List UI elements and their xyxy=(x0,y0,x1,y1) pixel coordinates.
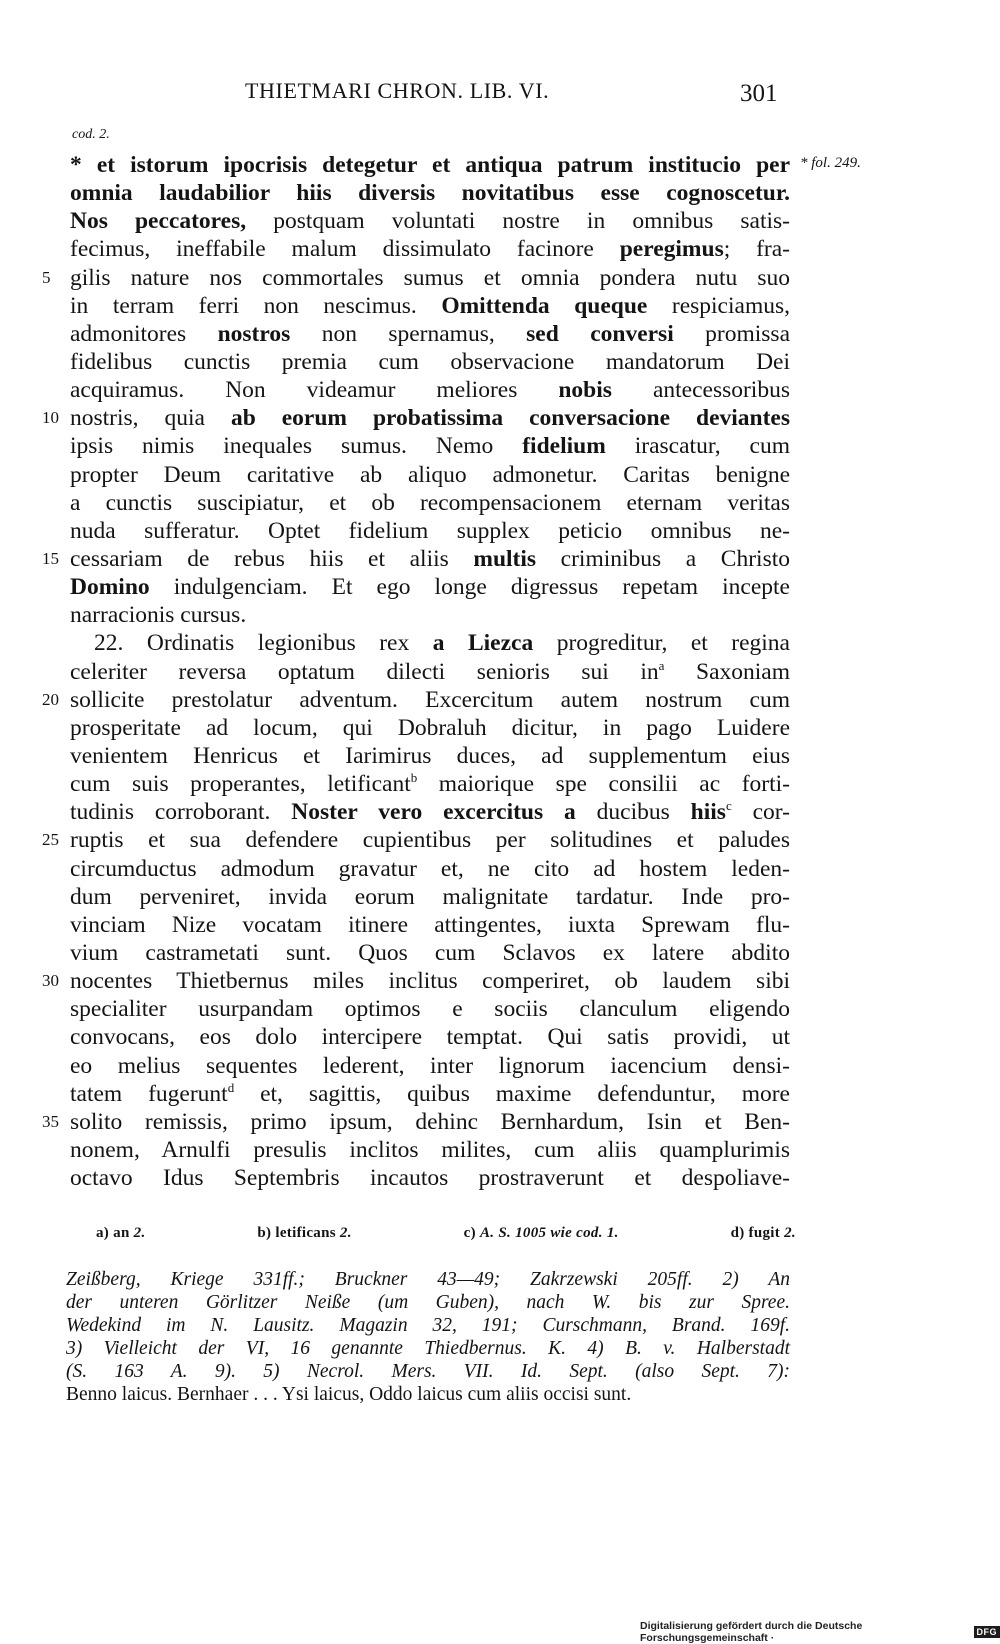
text-line xyxy=(70,1080,790,1108)
text-line xyxy=(70,1052,790,1080)
apparatus-note xyxy=(257,1225,351,1242)
text-segment: progreditur, et regina xyxy=(533,630,790,656)
text-segment: tatem fugerunt xyxy=(70,1081,228,1107)
text-segment: 22. Ordinatis legionibus rex xyxy=(94,630,433,656)
text-line xyxy=(70,292,790,320)
apparatus-source: 2. xyxy=(784,1225,796,1241)
text-segment: dum perveniret, invida eorum malignitate tardatur. Inde pro- xyxy=(70,884,790,910)
text-segment: cessariam de rebus hiis et aliis xyxy=(70,546,473,572)
running-title: THIETMARI CHRON. LIB. VI. xyxy=(245,78,549,104)
text-segment: postquam voluntati nostre in omnibus satis- xyxy=(246,208,790,234)
line-number: 30 xyxy=(42,967,66,995)
text-segment: Omittenda queque xyxy=(441,293,647,319)
text-segment: ruptis et sua defendere cupientibus per solitudines et paludes xyxy=(70,827,790,853)
text-segment: narracionis cursus. xyxy=(70,602,246,628)
text-segment: ipsis nimis inequales sumus. Nemo xyxy=(70,433,522,459)
text-segment: Noster vero excercitus a xyxy=(291,799,576,825)
commentary-notes xyxy=(66,1268,790,1406)
folio-margin-note: * fol. 249. xyxy=(800,155,861,172)
text-line xyxy=(70,911,790,939)
text-line xyxy=(70,939,790,967)
text-segment: propter Deum caritative ab aliquo admonetur. Caritas benigne xyxy=(70,462,790,488)
text-segment: Nos peccatores, xyxy=(70,208,246,234)
text-segment: solito remissis, primo ipsum, dehinc Bernhardum, Isin et Ben- xyxy=(70,1109,790,1135)
apparatus-note xyxy=(731,1225,796,1242)
text-line xyxy=(70,601,790,629)
main-text-block xyxy=(70,151,790,1192)
text-segment: fecimus, ineffabile malum dissimulato facinore xyxy=(70,236,620,262)
text-segment: non spernamus, xyxy=(290,321,526,347)
text-segment: indulgenciam. Et ego longe digressus repetam incepte xyxy=(150,574,790,600)
line-number: 35 xyxy=(42,1108,66,1136)
line-number: 25 xyxy=(42,826,66,854)
credit-text: Digitalisierung gefördert durch die Deutsche Forschungsgemeinschaft · xyxy=(640,1620,970,1644)
apparatus-note xyxy=(96,1225,146,1242)
text-line xyxy=(70,207,790,235)
text-line xyxy=(70,742,790,770)
text-line xyxy=(70,461,790,489)
text-line xyxy=(70,826,790,854)
text-segment: 3) Vielleicht der VI, 16 genannte Thiedbernus. K. 4) B. v. Halberstadt xyxy=(66,1338,790,1359)
text-segment: sed conversi xyxy=(526,321,674,347)
apparatus-source: 2. xyxy=(340,1225,352,1241)
text-segment: sollicite prestolatur adventum. Excercitum autem nostrum cum xyxy=(70,687,790,713)
text-line xyxy=(70,1136,790,1164)
footnote-marker: b xyxy=(411,770,418,785)
commentary-line xyxy=(66,1383,790,1406)
text-line xyxy=(70,264,790,292)
text-segment: venientem Henricus et Iarimirus duces, ad supplementum eius xyxy=(70,743,790,769)
text-segment: nobis xyxy=(558,377,612,403)
commentary-line xyxy=(66,1268,790,1291)
text-segment: ab eorum probatissima conversacione deviantes xyxy=(231,405,790,431)
text-segment: omnia laudabilior hiis diversis novitatibus esse cognoscetur. xyxy=(70,180,790,206)
text-segment: criminibus a Christo xyxy=(536,546,790,572)
apparatus-source: 2. xyxy=(134,1225,146,1241)
text-line xyxy=(70,235,790,263)
text-line xyxy=(70,686,790,714)
text-line xyxy=(70,967,790,995)
text-segment: octavo Idus Septembris incautos prostraverunt et despoliave- xyxy=(70,1165,790,1191)
text-segment: eo melius sequentes lederent, inter lignorum iacencium densi- xyxy=(70,1053,790,1079)
text-segment: cum suis properantes, letificant xyxy=(70,771,411,797)
text-segment: (S. 163 A. 9). 5) Necrol. Mers. VII. Id. Sept. (also Sept. 7): xyxy=(66,1361,790,1382)
text-segment: Wedekind im N. Lausitz. Magazin 32, 191; Curschmann, Brand. 169f. xyxy=(66,1315,790,1336)
commentary-line xyxy=(66,1314,790,1337)
text-segment: fidelibus cunctis premia cum observacione mandatorum Dei xyxy=(70,349,790,375)
commentary-line xyxy=(66,1291,790,1314)
text-line xyxy=(70,151,790,179)
text-line xyxy=(70,545,790,573)
text-segment: nostros xyxy=(218,321,291,347)
text-line xyxy=(70,489,790,517)
footnote-marker: d xyxy=(228,1080,235,1095)
text-segment: a cunctis suscipiatur, et ob recompensacionem eternam veritas xyxy=(70,490,790,516)
text-segment: nocentes Thietbernus miles inclitus comperiret, ob laudem sibi xyxy=(70,968,790,994)
critical-apparatus xyxy=(96,1225,796,1242)
text-segment: respiciamus, xyxy=(647,293,790,319)
text-segment: prosperitate ad locum, qui Dobraluh dicitur, in pago Luidere xyxy=(70,715,790,741)
commentary-line xyxy=(66,1360,790,1383)
text-line xyxy=(70,348,790,376)
codex-margin-note: cod. 2. xyxy=(72,127,110,143)
text-segment: admonitores xyxy=(70,321,218,347)
text-line xyxy=(70,995,790,1023)
text-segment: hiis xyxy=(691,799,726,825)
text-line xyxy=(70,770,790,798)
text-segment: ; fra- xyxy=(724,236,790,262)
text-line xyxy=(70,714,790,742)
text-line xyxy=(70,1164,790,1192)
text-segment: nuda sufferatur. Optet fidelium supplex peticio omnibus ne- xyxy=(70,518,790,544)
text-line xyxy=(70,658,790,686)
text-segment: Benno laicus. Bernhaer . . . Ysi laicus, Oddo laicus cum aliis occisi sunt. xyxy=(66,1384,631,1405)
text-segment: vium castrametati sunt. Quos cum Sclavos ex latere abdito xyxy=(70,940,790,966)
text-segment: Zeißberg, Kriege 331ff.; Bruckner 43—49; Zakrzewski 205ff. 2) An xyxy=(66,1269,790,1290)
text-line xyxy=(70,376,790,404)
text-segment: promissa xyxy=(674,321,790,347)
text-segment: irascatur, cum xyxy=(606,433,790,459)
text-line xyxy=(70,883,790,911)
text-line xyxy=(70,573,790,601)
footnote-marker: a xyxy=(659,658,665,673)
text-segment: der unteren Görlitzer Neiße (um Guben), nach W. bis zur Spree. xyxy=(66,1292,790,1313)
text-segment: Saxoniam xyxy=(664,659,790,685)
text-segment: ducibus xyxy=(576,799,691,825)
text-segment: maiorique spe consilii ac forti- xyxy=(417,771,790,797)
text-segment: peregimus xyxy=(620,236,724,262)
apparatus-label: a) an xyxy=(96,1225,134,1241)
commentary-line xyxy=(66,1337,790,1360)
text-segment: gilis nature nos commortales sumus et omnia pondera nutu suo xyxy=(70,265,790,291)
text-line xyxy=(70,1023,790,1051)
text-segment: tudinis corroborant. xyxy=(70,799,291,825)
apparatus-label: b) letificans xyxy=(257,1225,340,1241)
text-line xyxy=(70,798,790,826)
text-line xyxy=(70,404,790,432)
text-segment: multis xyxy=(473,546,536,572)
apparatus-label: d) fugit xyxy=(731,1225,785,1241)
text-segment: Domino xyxy=(70,574,150,600)
text-line xyxy=(70,320,790,348)
page-number: 301 xyxy=(740,80,778,108)
text-segment: nostris, quia xyxy=(70,405,231,431)
text-segment: circumductus admodum gravatur et, ne cito ad hostem leden- xyxy=(70,856,790,882)
text-line xyxy=(70,432,790,460)
text-line xyxy=(70,517,790,545)
text-line xyxy=(70,629,790,657)
line-number: 15 xyxy=(42,545,66,573)
text-segment: in terram ferri non nescimus. xyxy=(70,293,441,319)
text-segment: * et istorum ipocrisis detegetur et antiqua patrum institucio per xyxy=(70,152,790,178)
text-segment: a Liezca xyxy=(433,630,533,656)
text-segment: acquiramus. Non videamur meliores xyxy=(70,377,558,403)
text-segment: fidelium xyxy=(522,433,606,459)
line-number: 20 xyxy=(42,686,66,714)
text-line xyxy=(70,179,790,207)
text-segment: cor- xyxy=(732,799,790,825)
text-segment: specialiter usurpandam optimos e sociis clanculum eligendo xyxy=(70,996,790,1022)
text-segment: vinciam Nize vocatam itinere attingentes, iuxta Sprewam flu- xyxy=(70,912,790,938)
text-segment: convocans, eos dolo intercipere temptat. Qui satis providi, ut xyxy=(70,1024,790,1050)
text-line xyxy=(70,855,790,883)
text-segment: celeriter reversa optatum dilecti senioris sui in xyxy=(70,659,659,685)
digitization-credit xyxy=(640,1620,1000,1644)
apparatus-label: c) xyxy=(464,1225,480,1241)
line-number: 10 xyxy=(42,404,66,432)
text-segment: antecessoribus xyxy=(612,377,790,403)
text-segment: et, sagittis, quibus maxime defenduntur, more xyxy=(234,1081,790,1107)
footnote-marker: c xyxy=(726,798,732,813)
apparatus-source: A. S. 1005 wie cod. 1. xyxy=(480,1225,619,1241)
line-number: 5 xyxy=(42,264,66,292)
dfg-logo: DFG xyxy=(974,1626,1000,1638)
apparatus-note xyxy=(464,1225,619,1242)
text-segment: nonem, Arnulfi presulis inclitos milites, cum aliis quamplurimis xyxy=(70,1137,790,1163)
text-line xyxy=(70,1108,790,1136)
